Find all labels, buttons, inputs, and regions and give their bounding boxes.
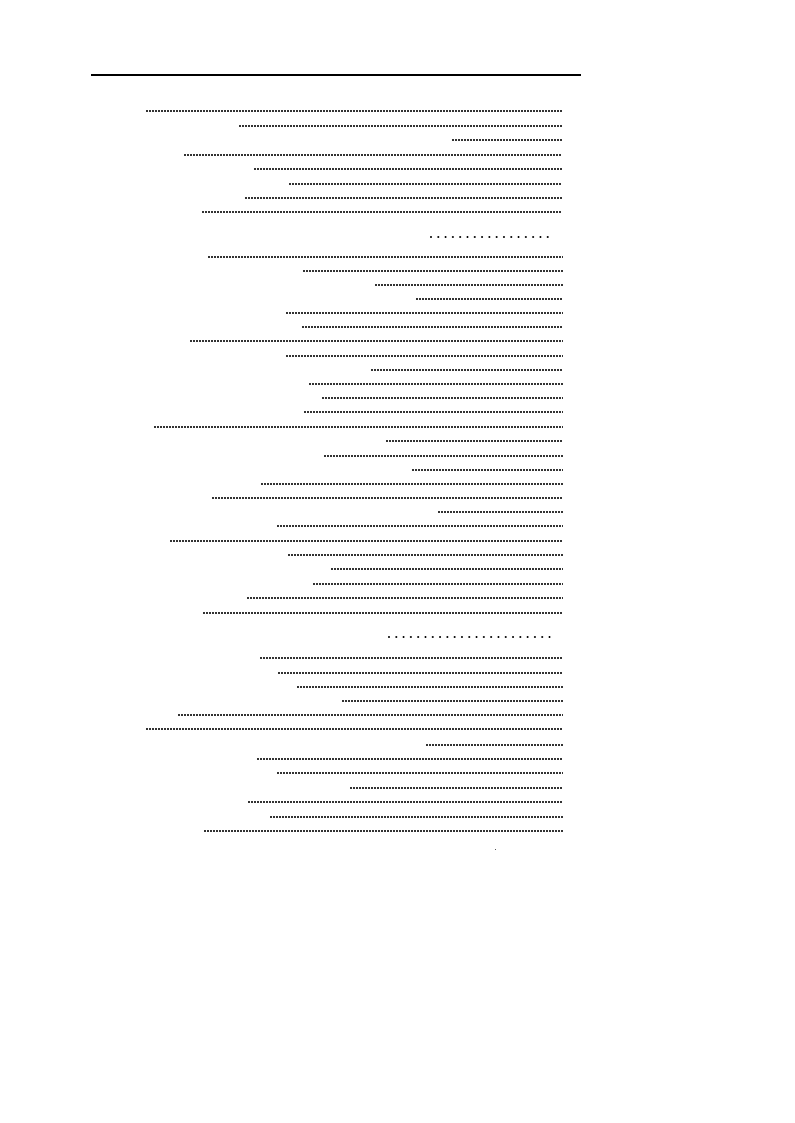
- toc-entry-leader: [426, 744, 563, 746]
- toc-entry-leader: [302, 326, 563, 328]
- toc-entry-leader: [297, 686, 563, 688]
- toc-entry-leader: [178, 714, 563, 716]
- section-heading-leader: [388, 636, 552, 638]
- toc-entry-leader: [170, 540, 563, 542]
- section-heading-leader: [430, 236, 552, 238]
- toc-entry-leader: [270, 816, 563, 818]
- toc-entry-leader: [288, 554, 563, 556]
- toc-entry-leader: [350, 787, 563, 789]
- toc-entry-leader: [289, 183, 562, 185]
- toc-entry-leader: [203, 612, 563, 614]
- toc-entry-leader: [278, 672, 563, 674]
- toc-entry-leader: [202, 211, 562, 213]
- toc-entry-leader: [245, 197, 562, 199]
- toc-entry-leader: [212, 497, 563, 499]
- toc-entry-leader: [416, 298, 563, 300]
- stray-mark: [495, 849, 496, 850]
- toc-entry-leader: [190, 340, 563, 342]
- toc-entry-leader: [248, 801, 563, 803]
- toc-entry-leader: [375, 284, 563, 286]
- toc-entry-leader: [309, 383, 563, 385]
- toc-entry-leader: [452, 139, 562, 141]
- toc-entry-leader: [208, 256, 563, 258]
- toc-entry-leader: [304, 411, 563, 413]
- toc-entry-leader: [254, 168, 562, 170]
- toc-entry-leader: [386, 440, 563, 442]
- toc-entry-leader: [412, 469, 563, 471]
- toc-entry-leader: [324, 455, 563, 457]
- header-rule: [91, 74, 581, 76]
- toc-entry-leader: [154, 426, 563, 428]
- toc-entry-leader: [247, 597, 563, 599]
- toc-entry-leader: [261, 483, 563, 485]
- toc-entry-leader: [331, 568, 563, 570]
- toc-entry-leader: [371, 369, 563, 371]
- toc-entry-leader: [239, 125, 562, 127]
- toc-entry-leader: [342, 700, 563, 702]
- toc-entry-leader: [438, 511, 563, 513]
- toc-entry-leader: [313, 583, 563, 585]
- toc-entry-leader: [184, 154, 562, 156]
- toc-entry-leader: [277, 772, 563, 774]
- toc-entry-leader: [322, 397, 563, 399]
- toc-entry-leader: [257, 758, 563, 760]
- toc-entry-leader: [146, 728, 563, 730]
- toc-entry-leader: [277, 525, 563, 527]
- toc-entry-leader: [286, 312, 563, 314]
- toc-entry-leader: [286, 355, 563, 357]
- toc-entry-leader: [146, 110, 562, 112]
- toc-entry-leader: [303, 270, 563, 272]
- toc-entry-leader: [204, 830, 563, 832]
- toc-entry-leader: [260, 657, 563, 659]
